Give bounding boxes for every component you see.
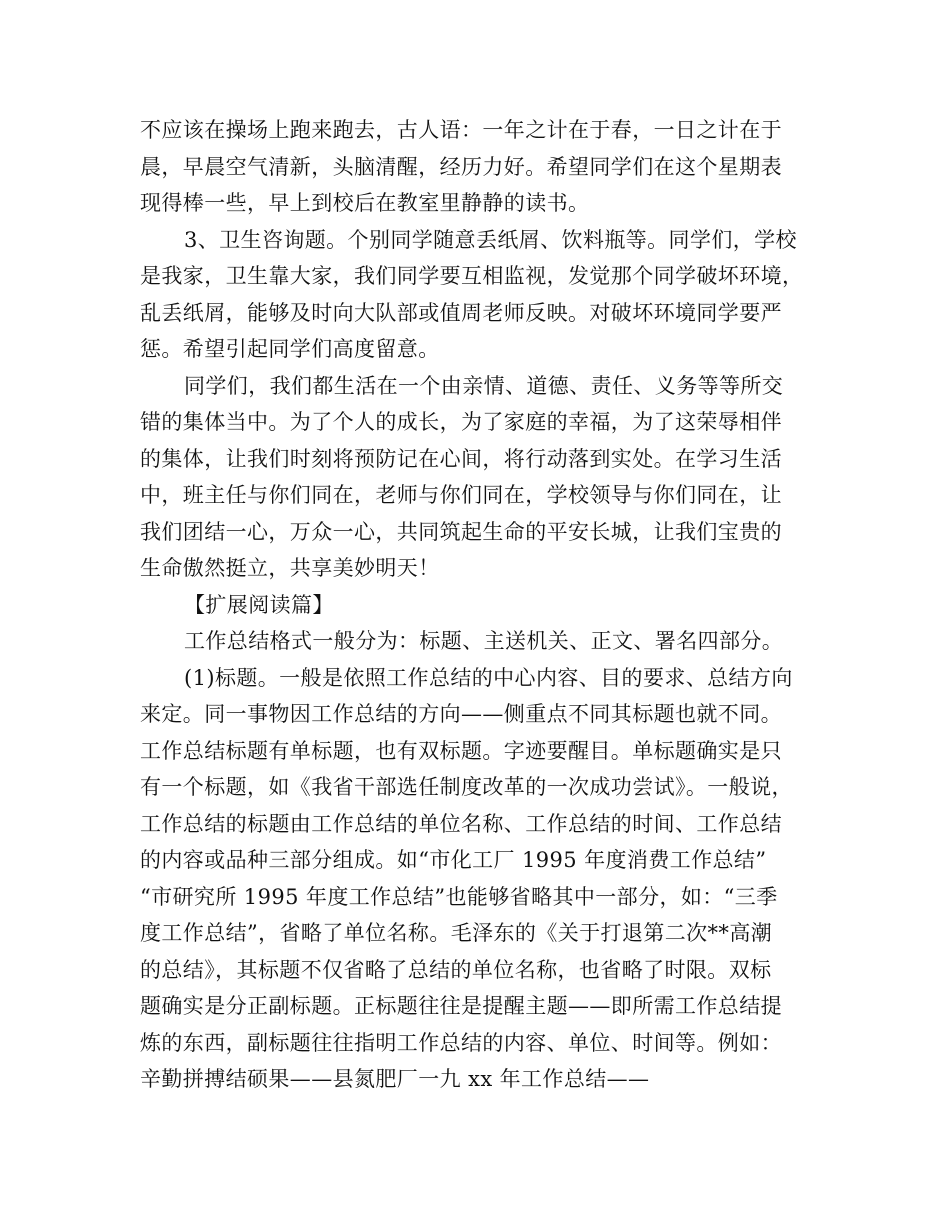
text-line: 有一个标题，如《我省干部选任制度改革的一次成功尝试》。一般说， — [140, 775, 793, 799]
text-line: 【扩展阅读篇】 — [184, 592, 334, 617]
text-line: “市研究所 1995 年度工作总结”也能够省略其中一部分，如：“三季 — [140, 884, 778, 909]
text-line: 生命傲然挺立，共享美妙明天！ — [140, 556, 440, 580]
text-line: 中，班主任与你们同在，老师与你们同在，学校领导与你们同在，让 — [140, 483, 782, 507]
text-line: (1)标题。一般是依照工作总结的中心内容、目的要求、总结方向 — [184, 665, 793, 690]
text-line: 我们团结一心，万众一心，共同筑起生命的平安长城，让我们宝贵的 — [140, 519, 782, 544]
text-line: 3、卫生咨询题。个别同学随意丢纸屑、饮料瓶等。同学们，学校 — [184, 227, 797, 252]
text-line: 的内容或品种三部分组成。如“市化工厂 1995 年度消费工作总结” — [140, 848, 767, 872]
text-line: 度工作总结”，省略了单位名称。毛泽东的《关于打退第二次**高潮 — [140, 921, 773, 945]
text-line: 工作总结格式一般分为：标题、主送机关、正文、署名四部分。 — [184, 629, 784, 653]
text-line: 不应该在操场上跑来跑去，古人语：一年之计在于春，一日之计在于 — [140, 118, 782, 142]
text-line: 来定。同一事物因工作总结的方向——侧重点不同其标题也就不同。 — [140, 702, 782, 726]
text-line: 晨，早晨空气清新，头脑清醒，经历力好。希望同学们在这个星期表 — [140, 154, 782, 179]
document-body — [140, 112, 820, 1098]
text-line: 的总结》，其标题不仅省略了总结的单位名称，也省略了时限。双标 — [140, 957, 772, 982]
text-line: 工作总结标题有单标题，也有双标题。字迹要醒目。单标题确实是只 — [140, 738, 782, 763]
text-line: 是我家，卫生靠大家，我们同学要互相监视，发觉那个同学破坏环境， — [140, 264, 804, 288]
text-line: 现得棒一些，早上到校后在教室里静静的读书。 — [140, 191, 590, 215]
text-line: 工作总结的标题由工作总结的单位名称、工作总结的时间、工作总结 — [140, 811, 782, 836]
text-line: 错的集体当中。为了个人的成长，为了家庭的幸福，为了这荣辱相伴 — [140, 410, 782, 434]
text-line: 炼的东西，副标题往往指明工作总结的内容、单位、时间等。例如： — [140, 1030, 782, 1055]
text-line: 惩。希望引起同学们高度留意。 — [140, 337, 440, 361]
text-line: 的集体，让我们时刻将预防记在心间，将行动落到实处。在学习生活 — [140, 446, 782, 471]
text-line: 同学们，我们都生活在一个由亲情、道德、责任、义务等等所交 — [184, 373, 784, 398]
text-line: 题确实是分正副标题。正标题往往是提醒主题——即所需工作总结提 — [140, 994, 782, 1018]
text-line: 乱丢纸屑，能够及时向大队部或值周老师反映。对破坏环境同学要严 — [140, 300, 782, 325]
text-line: 辛勤拼搏结硕果——县氮肥厂一九 xx 年工作总结—— — [140, 1067, 650, 1091]
